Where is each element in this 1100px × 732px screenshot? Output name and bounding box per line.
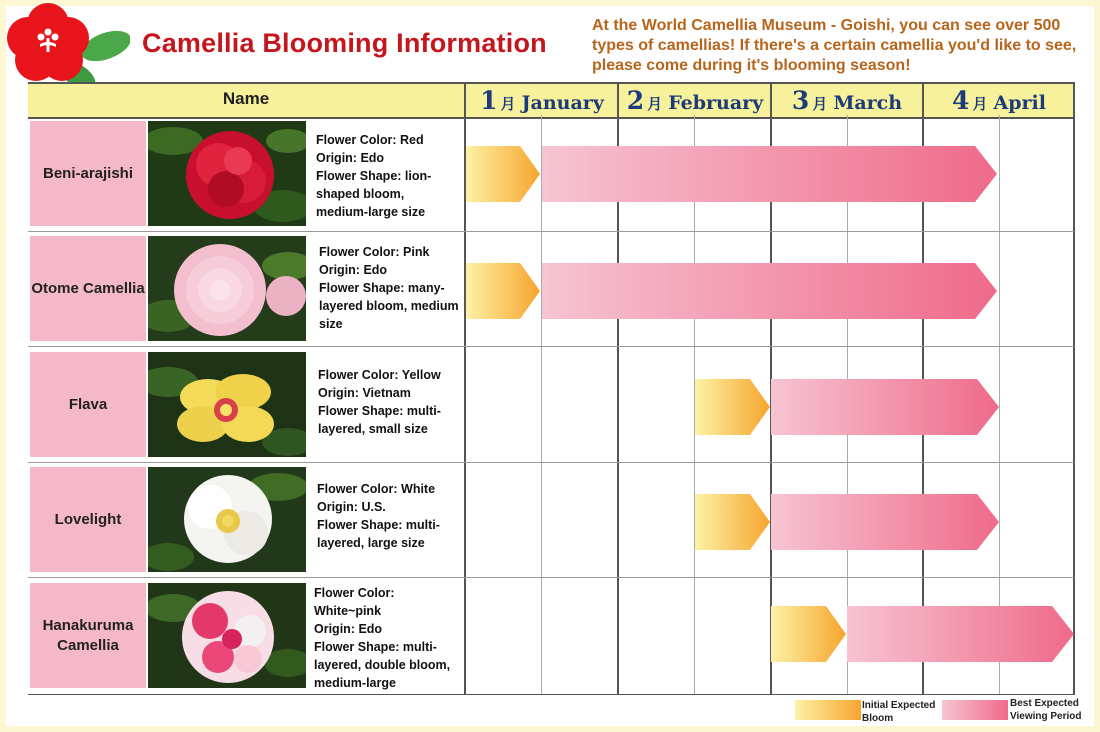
hanakuruma-camellia-photo — [148, 583, 306, 688]
flower-info: Flower Color: Pink Origin: Edo Flower Shape: many-layered bloom, medium size — [319, 245, 459, 331]
flower-name-cell: Hanakuruma Camellia — [30, 583, 146, 688]
flower-name-cell: Beni-arajishi — [30, 121, 146, 226]
grid-line — [1073, 82, 1075, 695]
best-viewing-bar — [542, 263, 997, 319]
flower-name-cell: Lovelight — [30, 467, 146, 572]
flower-name-cell: Flava — [30, 352, 146, 457]
flower-info: Flower Color: Yellow Origin: Vietnam Flower Shape: multi-layered, small size — [318, 368, 441, 436]
legend-initial-label: Initial Expected Bloom — [862, 700, 936, 724]
best-viewing-bar — [771, 494, 999, 550]
month-header-april: 4 月 April — [952, 86, 1046, 115]
grid-line — [694, 115, 695, 695]
best-viewing-bar — [771, 379, 999, 435]
lovelight-photo — [148, 467, 306, 572]
flava-photo — [148, 352, 306, 457]
page-title: Camellia Blooming Information — [142, 28, 547, 58]
row-divider — [28, 577, 1074, 578]
month-header-january: 1 月 January — [480, 86, 604, 115]
otome-camellia-photo — [148, 236, 306, 341]
legend-initial-swatch — [795, 700, 861, 720]
row-divider — [28, 346, 1074, 347]
month-header-march: 3 月 March — [791, 86, 903, 115]
flower-name-cell: Otome Camellia — [30, 236, 146, 341]
best-viewing-bar — [847, 606, 1074, 662]
row-divider — [28, 694, 1074, 695]
grid-line — [541, 115, 542, 695]
flower-info: Flower Color: Red Origin: Edo Flower Shape: lion-shaped bloom, medium-large size — [316, 133, 432, 219]
name-column-header: Name — [222, 89, 270, 108]
flower-info: Flower Color: White Origin: U.S. Flower Shape: multi-layered, large size — [317, 482, 440, 550]
intro-text: At the World Camellia Museum - Goishi, you can see over 500 types of camellias! If there's a certain camellia you'd like to see, please come during it's blooming season! — [592, 17, 1077, 74]
beni-arajishi-photo — [148, 121, 306, 226]
month-header-february: 2 月 February — [626, 86, 764, 115]
best-viewing-bar — [542, 146, 997, 202]
row-divider — [28, 462, 1074, 463]
legend-best-label: Best Expected Viewing Period — [1010, 698, 1082, 722]
grid-line — [464, 82, 466, 695]
legend-best-swatch — [942, 700, 1008, 720]
row-divider — [28, 231, 1074, 232]
flower-info: Flower Color: White~pink Origin: Edo Flower Shape: multi-layered, double bloom, medium-large — [314, 586, 451, 690]
